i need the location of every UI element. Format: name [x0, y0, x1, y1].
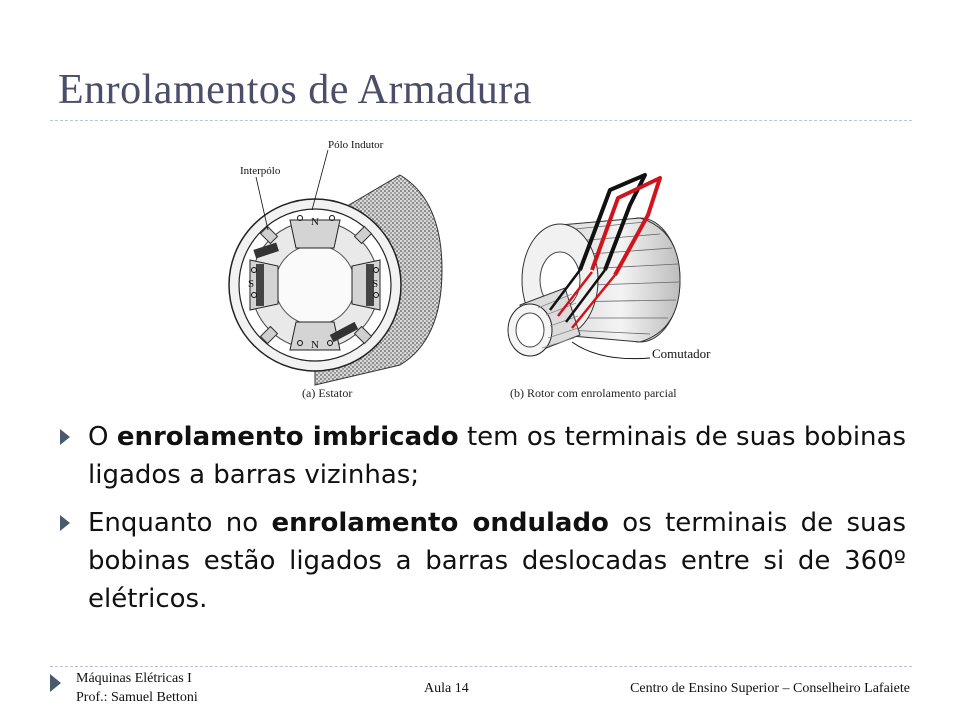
bullet-arrow-icon [60, 429, 70, 445]
stator-drawing [229, 139, 442, 400]
footer-arrow-icon [50, 674, 61, 692]
slide-title: Enrolamentos de Armadura [58, 67, 532, 113]
title-divider [50, 120, 912, 121]
bullet-list [60, 418, 906, 628]
label-commutator: Comutador [652, 346, 711, 361]
machine-figure [220, 130, 740, 410]
footer-divider [50, 666, 912, 667]
bullet-text: tem os terminais de suas bobinas ligados a barras vizinhas; [88, 422, 907, 490]
footer-institution: Centro de Ensino Superior – Conselheiro Lafaiete [630, 681, 910, 696]
bullet-arrow-icon [60, 515, 70, 531]
bullet-emphasis: enrolamento imbricado [116, 422, 459, 452]
footer-professor: Prof.: Samuel Bettoni [76, 690, 198, 705]
bullet-text: Enquanto no [88, 508, 272, 538]
footer-lesson: Aula 14 [424, 681, 469, 696]
footer-course: Máquinas Elétricas I [76, 671, 192, 686]
pole-s-right: S [372, 278, 379, 290]
bullet-item-ondulado [60, 504, 906, 618]
label-pole: Pólo Indutor [328, 139, 384, 151]
bullet-text: O [88, 422, 117, 452]
rotor-drawing [508, 175, 711, 400]
bullet-item-imbricado [60, 418, 906, 494]
caption-rotor: (b) Rotor com enrolamento parcial [510, 386, 677, 400]
footer-course-info [76, 669, 198, 707]
bullet-text: os terminais de suas bobinas estão ligados a barras deslocadas entre si de 360º elétricos. [88, 508, 906, 614]
pole-n-top: N [311, 216, 319, 228]
bullet-emphasis: enrolamento ondulado [271, 508, 609, 538]
label-interpole: Interpólo [240, 165, 281, 177]
pole-s-left: S [248, 278, 255, 290]
pole-n-bottom: N [311, 339, 319, 351]
caption-stator: (a) Estator [302, 386, 353, 400]
